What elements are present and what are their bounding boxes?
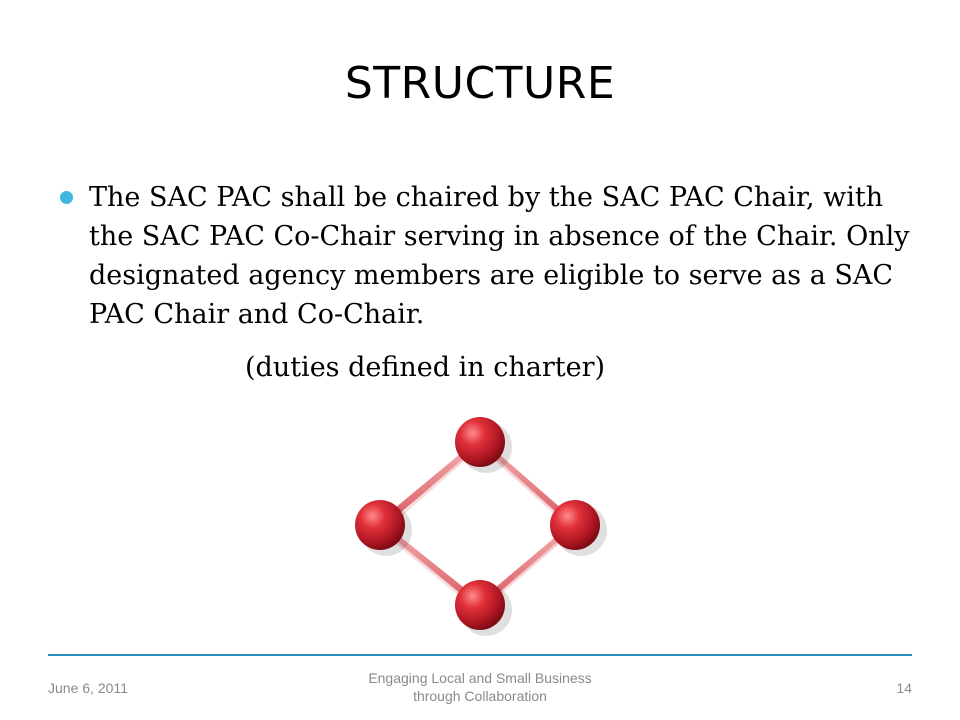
footer-title-line1: Engaging Local and Small Business — [368, 670, 592, 686]
node-right — [550, 500, 600, 550]
node-left — [355, 500, 405, 550]
node-top — [455, 417, 505, 467]
bullet-marker — [60, 191, 73, 204]
diamond-network-icon — [330, 405, 630, 650]
page-number: 14 — [896, 680, 912, 696]
footer-title-line2: through Collaboration — [413, 688, 547, 704]
footer-title — [330, 669, 630, 705]
duties-note: (duties defined in charter) — [245, 352, 606, 383]
bullet-text: The SAC PAC shall be chaired by the SAC PAC Chair, with the SAC PAC Co-Chair serving in absence of the Chair. Only designated agency members are eligible to serve as a SAC PAC Chair and Co-Chair. — [89, 182, 910, 330]
footer-rule — [48, 654, 912, 656]
slide-title: STRUCTURE — [344, 58, 616, 109]
footer-date: June 6, 2011 — [48, 680, 128, 696]
node-bottom — [455, 580, 505, 630]
